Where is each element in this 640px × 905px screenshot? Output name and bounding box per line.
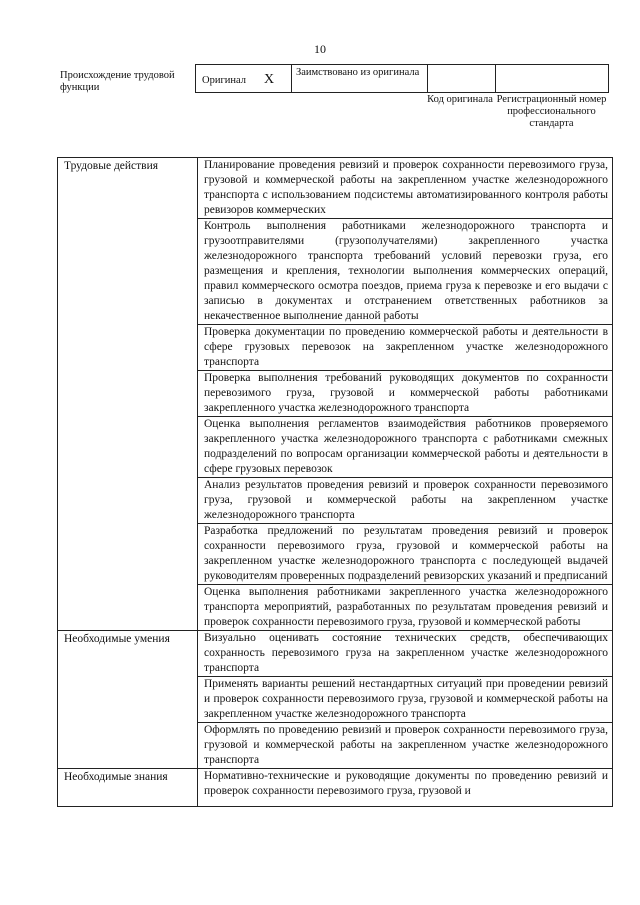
original-cell bbox=[196, 65, 291, 92]
borrowed-cell bbox=[291, 65, 427, 92]
reg-number-cell bbox=[495, 65, 608, 92]
table-cell: Планирование проведения ревизий и проверок сохранности перевозимого груза, грузовой и коммерческой работы на закрепленном участке железнодорожного транспорта с использованием подсистемы автоматизированного контроля работы ревизоров коммерческих bbox=[204, 159, 608, 216]
table-cell: Оценка выполнения регламентов взаимодействия работников проверяемого закрепленного участка железнодорожного транспорта с работниками смежных подразделений по вопросам организации коммерческой работы и деятельности в сфере грузовых перевозок bbox=[198, 416, 612, 477]
functions-table bbox=[57, 157, 613, 807]
section-items bbox=[198, 631, 612, 768]
table-cell: Анализ результатов проведения ревизий и проверок сохранности перевозимого груза, грузовой и коммерческой работы на закрепленном участке железнодорожного транспорта bbox=[198, 477, 612, 523]
reg-number-caption: Регистрационный номер профессионального стандарта bbox=[496, 94, 607, 129]
table-cell: Применять варианты решений нестандартных ситуаций при проведении ревизий и проверок сохранности перевозимого груза, грузовой и коммерческой работы на закрепленном участке железнодорожного транспорта bbox=[198, 676, 612, 722]
origin-table bbox=[195, 64, 609, 93]
borrowed-label: Заимствовано из оригинала bbox=[296, 67, 420, 78]
origin-label: Происхождение трудовой функции bbox=[60, 70, 175, 93]
original-mark: X bbox=[264, 72, 275, 87]
section-items bbox=[198, 158, 612, 630]
section-label: Трудовые действия bbox=[58, 158, 198, 630]
table-cell: Визуально оценивать состояние технических средств, обеспечивающих сохранность перевозимого груза на закрепленном участке железнодорожного транспорта bbox=[204, 632, 608, 674]
code-caption: Код оригинала bbox=[427, 94, 493, 105]
section-required-skills bbox=[58, 630, 612, 768]
table-cell: Проверка выполнения требований руководящих документов по сохранности перевозимого груза, грузовой и коммерческой работы работниками закрепленного участка железнодорожного транспорта bbox=[198, 370, 612, 416]
table-cell: Разработка предложений по результатам проведения ревизий и проверок сохранности перевозимого груза, грузовой и коммерческой работы на закрепленном участке железнодорожного транспорта с последующей выдачей руководителям проверенных подразделений ревизорских указаний и предписаний bbox=[198, 523, 612, 584]
page-number: 10 bbox=[314, 42, 326, 56]
table-cell: Контроль выполнения работниками железнодорожного транспорта и грузоотправителями (грузополучателями) закрепленного участка железнодорожного транспорта требований условий перевозки груза, его размещения и крепления, технологии выполнения коммерческих операций, правил коммерческого осмотра поездов, приема груза к перевозке и его выдачи с записью в документах и отстранением ответственных работников за некачественное выполнение данной работы bbox=[198, 218, 612, 324]
section-items bbox=[198, 769, 612, 806]
section-label: Необходимые умения bbox=[58, 631, 198, 768]
table-cell: Оформлять по проведению ревизий и проверок сохранности перевозимого груза, грузовой и коммерческой работы на закрепленном участке железнодорожного транспорта bbox=[198, 722, 612, 768]
section-labor-actions bbox=[58, 158, 612, 630]
table-cell: Нормативно-технические и руководящие документы по проведению ревизий и проверок сохранности перевозимого груза, грузовой и bbox=[204, 770, 608, 797]
section-required-knowledge bbox=[58, 768, 612, 806]
section-label: Необходимые знания bbox=[58, 769, 198, 806]
table-cell: Оценка выполнения работниками закрепленного участка железнодорожного транспорта мероприятий, разработанных по результатам проведения ревизий и проверок сохранности перевозимого груза, грузовой и коммерческой работы bbox=[198, 584, 612, 630]
original-label: Оригинал bbox=[202, 75, 246, 86]
table-cell: Проверка документации по проведению коммерческой работы и деятельности в сфере грузовых перевозок на закрепленном участке железнодорожного транспорта bbox=[198, 324, 612, 370]
code-cell bbox=[427, 65, 495, 92]
